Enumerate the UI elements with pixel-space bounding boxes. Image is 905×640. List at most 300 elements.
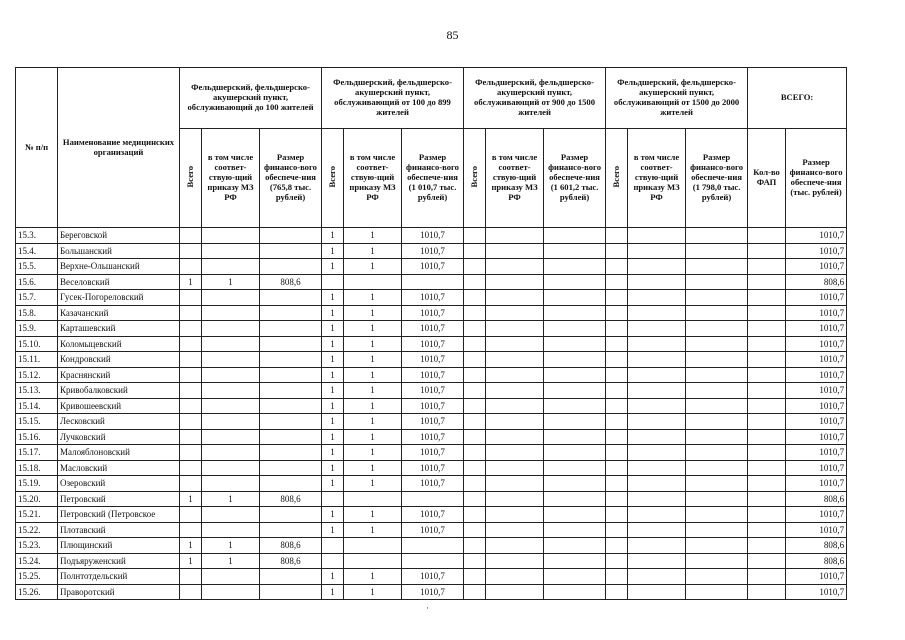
header-group-1: Фельдшерский, фельдшерско-акушерский пункт, обслуживающий до 100 жителей bbox=[180, 68, 322, 129]
g4-fin bbox=[686, 367, 748, 383]
g4-fin bbox=[686, 476, 748, 492]
g1-fin bbox=[260, 414, 322, 430]
g4-vsego bbox=[606, 228, 628, 244]
g1-incl bbox=[202, 522, 260, 538]
g4-incl bbox=[628, 321, 686, 337]
g4-incl bbox=[628, 383, 686, 399]
row-num: 15.12. bbox=[16, 367, 58, 383]
g4-fin bbox=[686, 460, 748, 476]
g2-incl: 1 bbox=[344, 383, 402, 399]
total-kolvo bbox=[748, 445, 786, 461]
g4-vsego bbox=[606, 491, 628, 507]
g3-incl bbox=[486, 476, 544, 492]
g1-fin: 808,6 bbox=[260, 491, 322, 507]
g3-fin bbox=[544, 243, 606, 259]
total-kolvo bbox=[748, 274, 786, 290]
g3-fin bbox=[544, 522, 606, 538]
row-num: 15.13. bbox=[16, 383, 58, 399]
g1-incl bbox=[202, 336, 260, 352]
g3-vsego bbox=[464, 336, 486, 352]
g2-fin: 1010,7 bbox=[402, 321, 464, 337]
g4-vsego bbox=[606, 476, 628, 492]
row-num: 15.11. bbox=[16, 352, 58, 368]
total-kolvo bbox=[748, 553, 786, 569]
g4-incl bbox=[628, 538, 686, 554]
total-fin: 808,6 bbox=[786, 538, 847, 554]
g2-fin: 1010,7 bbox=[402, 414, 464, 430]
g2-vsego: 1 bbox=[322, 398, 344, 414]
g2-vsego: 1 bbox=[322, 290, 344, 306]
row-name: Лесковский bbox=[58, 414, 180, 430]
g2-fin: 1010,7 bbox=[402, 367, 464, 383]
header-vsego-1: Всего bbox=[180, 129, 202, 228]
header-fin-3: Размер финансо-вого обеспече-ния (1 601,2 тыс. рублей) bbox=[544, 129, 606, 228]
g3-vsego bbox=[464, 383, 486, 399]
g3-vsego bbox=[464, 259, 486, 275]
g4-fin bbox=[686, 507, 748, 523]
g4-fin bbox=[686, 274, 748, 290]
g1-fin bbox=[260, 228, 322, 244]
g1-incl: 1 bbox=[202, 538, 260, 554]
row-num: 15.4. bbox=[16, 243, 58, 259]
g1-vsego: 1 bbox=[180, 274, 202, 290]
g2-incl: 1 bbox=[344, 429, 402, 445]
g3-fin bbox=[544, 538, 606, 554]
header-fin-1: Размер финансо-вого обеспече-ния (765,8 тыс. рублей) bbox=[260, 129, 322, 228]
g2-fin: 1010,7 bbox=[402, 445, 464, 461]
g1-vsego bbox=[180, 305, 202, 321]
g3-vsego bbox=[464, 274, 486, 290]
g4-fin bbox=[686, 414, 748, 430]
g2-vsego: 1 bbox=[322, 476, 344, 492]
table-row bbox=[16, 522, 847, 538]
g3-fin bbox=[544, 476, 606, 492]
table-row bbox=[16, 553, 847, 569]
row-name: Кривошеевский bbox=[58, 398, 180, 414]
g2-incl bbox=[344, 274, 402, 290]
total-fin: 1010,7 bbox=[786, 352, 847, 368]
g2-fin: 1010,7 bbox=[402, 305, 464, 321]
g1-vsego bbox=[180, 569, 202, 585]
g1-fin bbox=[260, 367, 322, 383]
g2-incl: 1 bbox=[344, 243, 402, 259]
g3-incl bbox=[486, 305, 544, 321]
g1-vsego bbox=[180, 522, 202, 538]
g1-incl bbox=[202, 383, 260, 399]
total-fin: 1010,7 bbox=[786, 460, 847, 476]
g2-vsego bbox=[322, 538, 344, 554]
row-num: 15.10. bbox=[16, 336, 58, 352]
g3-fin bbox=[544, 321, 606, 337]
row-num: 15.24. bbox=[16, 553, 58, 569]
g2-incl bbox=[344, 538, 402, 554]
table-row bbox=[16, 259, 847, 275]
g2-incl: 1 bbox=[344, 321, 402, 337]
g2-fin: 1010,7 bbox=[402, 259, 464, 275]
header-vsego-2: Всего bbox=[322, 129, 344, 228]
g1-vsego bbox=[180, 228, 202, 244]
row-num: 15.8. bbox=[16, 305, 58, 321]
row-num: 15.22. bbox=[16, 522, 58, 538]
header-group-4: Фельдшерский, фельдшерско-акушерский пункт, обслуживающий от 1500 до 2000 жителей bbox=[606, 68, 748, 129]
g2-incl: 1 bbox=[344, 367, 402, 383]
g4-incl bbox=[628, 522, 686, 538]
g1-fin bbox=[260, 352, 322, 368]
g3-incl bbox=[486, 429, 544, 445]
row-num: 15.20. bbox=[16, 491, 58, 507]
total-kolvo bbox=[748, 336, 786, 352]
g4-incl bbox=[628, 553, 686, 569]
g2-fin: 1010,7 bbox=[402, 429, 464, 445]
g2-vsego: 1 bbox=[322, 352, 344, 368]
header-name: Наименование медицинских организаций bbox=[58, 68, 180, 228]
table-row bbox=[16, 243, 847, 259]
row-num: 15.19. bbox=[16, 476, 58, 492]
row-name: Кривобалковский bbox=[58, 383, 180, 399]
g3-vsego bbox=[464, 305, 486, 321]
row-name: Верхне-Ольшанский bbox=[58, 259, 180, 275]
g1-vsego bbox=[180, 445, 202, 461]
g2-vsego: 1 bbox=[322, 305, 344, 321]
page-number: 85 bbox=[446, 28, 459, 42]
g4-incl bbox=[628, 445, 686, 461]
g3-fin bbox=[544, 429, 606, 445]
g2-incl: 1 bbox=[344, 259, 402, 275]
row-name: Большанский bbox=[58, 243, 180, 259]
row-num: 15.6. bbox=[16, 274, 58, 290]
g3-incl bbox=[486, 553, 544, 569]
table-row bbox=[16, 476, 847, 492]
g4-incl bbox=[628, 336, 686, 352]
row-name: Озеровский bbox=[58, 476, 180, 492]
g4-fin bbox=[686, 336, 748, 352]
g4-fin bbox=[686, 228, 748, 244]
header-total: ВСЕГО: bbox=[748, 68, 847, 129]
g2-vsego: 1 bbox=[322, 367, 344, 383]
g2-fin: 1010,7 bbox=[402, 383, 464, 399]
g2-vsego: 1 bbox=[322, 414, 344, 430]
total-kolvo bbox=[748, 569, 786, 585]
g1-vsego bbox=[180, 367, 202, 383]
g3-fin bbox=[544, 259, 606, 275]
total-fin: 1010,7 bbox=[786, 522, 847, 538]
total-kolvo bbox=[748, 290, 786, 306]
table-row bbox=[16, 398, 847, 414]
g4-incl bbox=[628, 352, 686, 368]
row-num: 15.16. bbox=[16, 429, 58, 445]
g1-vsego: 1 bbox=[180, 553, 202, 569]
g2-incl: 1 bbox=[344, 398, 402, 414]
g1-vsego bbox=[180, 476, 202, 492]
g4-vsego bbox=[606, 305, 628, 321]
total-kolvo bbox=[748, 367, 786, 383]
total-fin: 1010,7 bbox=[786, 569, 847, 585]
header-fin-total: Размер финансо-вого обеспече-ния (тыс. рублей) bbox=[786, 129, 847, 228]
table-row bbox=[16, 352, 847, 368]
g4-fin bbox=[686, 305, 748, 321]
g3-vsego bbox=[464, 290, 486, 306]
total-kolvo bbox=[748, 584, 786, 600]
g2-vsego bbox=[322, 491, 344, 507]
g3-incl bbox=[486, 414, 544, 430]
g1-fin bbox=[260, 507, 322, 523]
g4-vsego bbox=[606, 274, 628, 290]
g4-incl bbox=[628, 429, 686, 445]
row-name: Краснянский bbox=[58, 367, 180, 383]
g3-incl bbox=[486, 569, 544, 585]
g2-incl: 1 bbox=[344, 228, 402, 244]
g3-vsego bbox=[464, 429, 486, 445]
g3-fin bbox=[544, 491, 606, 507]
g3-incl bbox=[486, 259, 544, 275]
g1-vsego bbox=[180, 429, 202, 445]
table-body bbox=[16, 228, 847, 600]
total-fin: 1010,7 bbox=[786, 321, 847, 337]
total-fin: 1010,7 bbox=[786, 259, 847, 275]
g4-fin bbox=[686, 569, 748, 585]
header-num: № п/п bbox=[16, 68, 58, 228]
g3-incl bbox=[486, 398, 544, 414]
g3-incl bbox=[486, 336, 544, 352]
g1-incl: 1 bbox=[202, 553, 260, 569]
table-row bbox=[16, 321, 847, 337]
g1-incl bbox=[202, 259, 260, 275]
g3-vsego bbox=[464, 228, 486, 244]
g1-incl bbox=[202, 352, 260, 368]
g4-vsego bbox=[606, 259, 628, 275]
total-kolvo bbox=[748, 305, 786, 321]
g2-fin: 1010,7 bbox=[402, 336, 464, 352]
financing-table bbox=[15, 67, 847, 600]
header-fin-2: Размер финансо-вого обеспече-ния (1 010,7 тыс. рублей) bbox=[402, 129, 464, 228]
g3-incl bbox=[486, 522, 544, 538]
g2-incl: 1 bbox=[344, 522, 402, 538]
g2-incl bbox=[344, 491, 402, 507]
g2-vsego: 1 bbox=[322, 569, 344, 585]
g2-incl: 1 bbox=[344, 507, 402, 523]
g4-incl bbox=[628, 569, 686, 585]
g3-fin bbox=[544, 414, 606, 430]
g4-vsego bbox=[606, 553, 628, 569]
g3-vsego bbox=[464, 538, 486, 554]
table-row bbox=[16, 584, 847, 600]
scan-mark: · bbox=[426, 603, 429, 613]
total-fin: 1010,7 bbox=[786, 398, 847, 414]
g3-incl bbox=[486, 491, 544, 507]
table-row bbox=[16, 569, 847, 585]
g4-vsego bbox=[606, 290, 628, 306]
g3-fin bbox=[544, 290, 606, 306]
g2-incl: 1 bbox=[344, 445, 402, 461]
g3-fin bbox=[544, 507, 606, 523]
g4-fin bbox=[686, 522, 748, 538]
total-kolvo bbox=[748, 522, 786, 538]
table-row bbox=[16, 507, 847, 523]
g2-vsego: 1 bbox=[322, 584, 344, 600]
total-kolvo bbox=[748, 538, 786, 554]
g4-fin bbox=[686, 491, 748, 507]
g4-fin bbox=[686, 553, 748, 569]
g4-fin bbox=[686, 445, 748, 461]
header-kolvo: Кол-во ФАП bbox=[748, 129, 786, 228]
g2-fin: 1010,7 bbox=[402, 228, 464, 244]
g3-incl bbox=[486, 507, 544, 523]
g3-fin bbox=[544, 445, 606, 461]
g3-incl bbox=[486, 290, 544, 306]
row-name: Полнтотдельский bbox=[58, 569, 180, 585]
g1-incl bbox=[202, 584, 260, 600]
g3-incl bbox=[486, 383, 544, 399]
g1-vsego bbox=[180, 352, 202, 368]
g3-fin bbox=[544, 336, 606, 352]
g4-incl bbox=[628, 476, 686, 492]
g1-incl bbox=[202, 398, 260, 414]
g1-vsego bbox=[180, 259, 202, 275]
g1-incl: 1 bbox=[202, 491, 260, 507]
g1-vsego bbox=[180, 321, 202, 337]
g4-vsego bbox=[606, 414, 628, 430]
row-name: Береговской bbox=[58, 228, 180, 244]
row-name: Лучковский bbox=[58, 429, 180, 445]
header-fin-4: Размер финансо-вого обеспече-ния (1 798,0 тыс. рублей) bbox=[686, 129, 748, 228]
g2-incl: 1 bbox=[344, 336, 402, 352]
g1-fin bbox=[260, 476, 322, 492]
total-fin: 1010,7 bbox=[786, 228, 847, 244]
g1-fin bbox=[260, 445, 322, 461]
g2-incl: 1 bbox=[344, 290, 402, 306]
row-num: 15.17. bbox=[16, 445, 58, 461]
g3-vsego bbox=[464, 569, 486, 585]
g2-fin: 1010,7 bbox=[402, 584, 464, 600]
g4-fin bbox=[686, 398, 748, 414]
total-kolvo bbox=[748, 414, 786, 430]
row-name: Коломыцевский bbox=[58, 336, 180, 352]
g2-fin bbox=[402, 491, 464, 507]
g4-incl bbox=[628, 398, 686, 414]
total-kolvo bbox=[748, 476, 786, 492]
g4-vsego bbox=[606, 321, 628, 337]
g1-fin bbox=[260, 305, 322, 321]
total-fin: 1010,7 bbox=[786, 290, 847, 306]
g3-fin bbox=[544, 352, 606, 368]
total-kolvo bbox=[748, 321, 786, 337]
table-row bbox=[16, 491, 847, 507]
g4-incl bbox=[628, 460, 686, 476]
g2-incl: 1 bbox=[344, 584, 402, 600]
g3-incl bbox=[486, 243, 544, 259]
g4-incl bbox=[628, 305, 686, 321]
g2-incl: 1 bbox=[344, 352, 402, 368]
g2-incl: 1 bbox=[344, 305, 402, 321]
g1-incl bbox=[202, 367, 260, 383]
header-group-3: Фельдшерский, фельдшерско-акушерский пункт, обслуживающий от 900 до 1500 жителей bbox=[464, 68, 606, 129]
g3-vsego bbox=[464, 460, 486, 476]
row-name: Петровский bbox=[58, 491, 180, 507]
row-name: Казачанский bbox=[58, 305, 180, 321]
g1-incl: 1 bbox=[202, 274, 260, 290]
g3-incl bbox=[486, 228, 544, 244]
g1-fin bbox=[260, 584, 322, 600]
g3-fin bbox=[544, 553, 606, 569]
g3-fin bbox=[544, 398, 606, 414]
g1-vsego bbox=[180, 383, 202, 399]
g3-vsego bbox=[464, 398, 486, 414]
g3-vsego bbox=[464, 584, 486, 600]
row-name: Масловский bbox=[58, 460, 180, 476]
g3-vsego bbox=[464, 445, 486, 461]
g1-fin bbox=[260, 522, 322, 538]
g4-vsego bbox=[606, 584, 628, 600]
g2-incl: 1 bbox=[344, 569, 402, 585]
row-num: 15.9. bbox=[16, 321, 58, 337]
table-row bbox=[16, 305, 847, 321]
g4-vsego bbox=[606, 336, 628, 352]
g4-incl bbox=[628, 290, 686, 306]
g4-vsego bbox=[606, 429, 628, 445]
row-name: Подъяруженский bbox=[58, 553, 180, 569]
table-row bbox=[16, 228, 847, 244]
g3-incl bbox=[486, 367, 544, 383]
g1-fin bbox=[260, 383, 322, 399]
header-incl-2: в том числе соответ-ствую-щий приказу МЗ РФ bbox=[344, 129, 402, 228]
g3-incl bbox=[486, 538, 544, 554]
g2-fin bbox=[402, 274, 464, 290]
g1-fin: 808,6 bbox=[260, 538, 322, 554]
table-row bbox=[16, 290, 847, 306]
g4-incl bbox=[628, 274, 686, 290]
g2-vsego: 1 bbox=[322, 243, 344, 259]
row-num: 15.14. bbox=[16, 398, 58, 414]
row-num: 15.15. bbox=[16, 414, 58, 430]
g2-fin bbox=[402, 538, 464, 554]
row-name: Малояблоновский bbox=[58, 445, 180, 461]
table-row bbox=[16, 383, 847, 399]
total-kolvo bbox=[748, 398, 786, 414]
g4-vsego bbox=[606, 507, 628, 523]
total-fin: 1010,7 bbox=[786, 383, 847, 399]
g3-vsego bbox=[464, 367, 486, 383]
total-fin: 1010,7 bbox=[786, 243, 847, 259]
table-row bbox=[16, 336, 847, 352]
g1-fin bbox=[260, 569, 322, 585]
total-fin: 1010,7 bbox=[786, 414, 847, 430]
g4-fin bbox=[686, 352, 748, 368]
table-row bbox=[16, 445, 847, 461]
g1-fin bbox=[260, 321, 322, 337]
g2-vsego: 1 bbox=[322, 460, 344, 476]
table-row bbox=[16, 367, 847, 383]
g3-vsego bbox=[464, 491, 486, 507]
g3-incl bbox=[486, 274, 544, 290]
total-fin: 1010,7 bbox=[786, 336, 847, 352]
g2-vsego: 1 bbox=[322, 522, 344, 538]
header-vsego-4: Всего bbox=[606, 129, 628, 228]
g4-vsego bbox=[606, 383, 628, 399]
g2-fin: 1010,7 bbox=[402, 398, 464, 414]
g2-fin: 1010,7 bbox=[402, 507, 464, 523]
g4-vsego bbox=[606, 538, 628, 554]
g2-vsego bbox=[322, 553, 344, 569]
table-row bbox=[16, 460, 847, 476]
g1-incl bbox=[202, 445, 260, 461]
g1-vsego bbox=[180, 460, 202, 476]
row-num: 15.21. bbox=[16, 507, 58, 523]
g4-fin bbox=[686, 383, 748, 399]
g4-incl bbox=[628, 584, 686, 600]
g4-vsego bbox=[606, 243, 628, 259]
g3-fin bbox=[544, 383, 606, 399]
total-fin: 1010,7 bbox=[786, 507, 847, 523]
